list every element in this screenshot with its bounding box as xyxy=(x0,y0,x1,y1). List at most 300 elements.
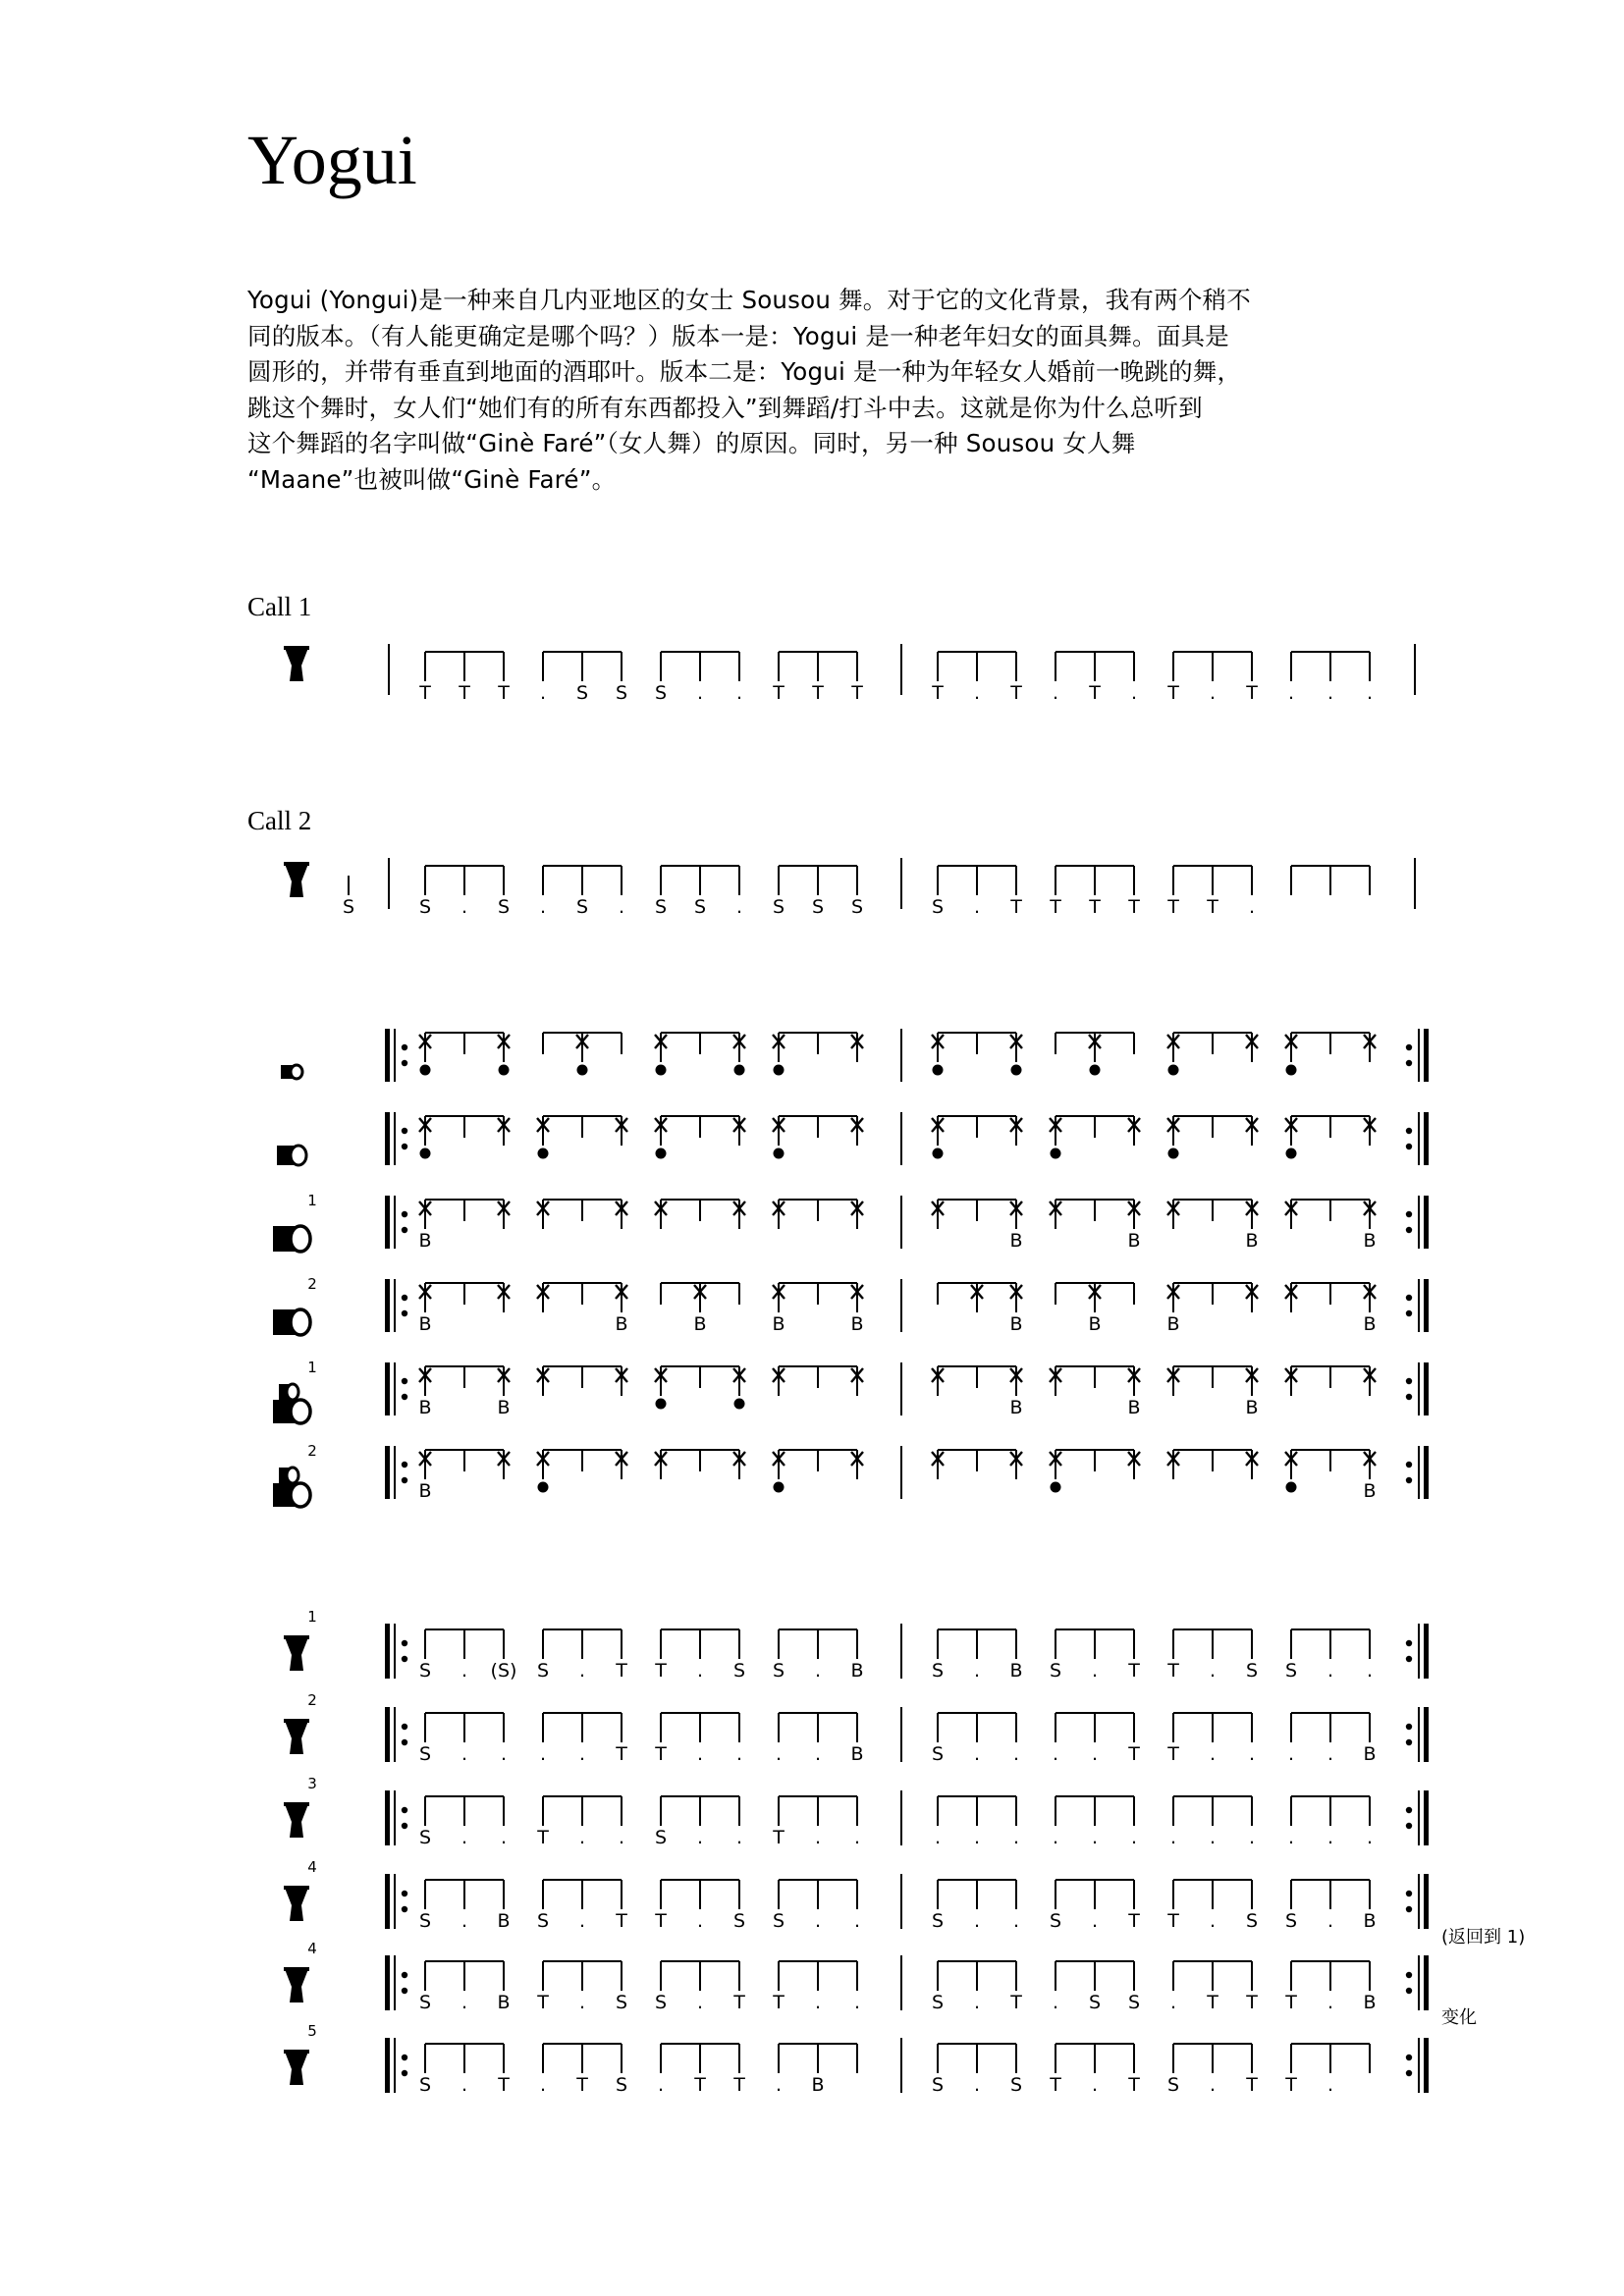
closed-stroke xyxy=(1090,1065,1101,1076)
stroke-symbol: . xyxy=(814,1910,822,1932)
stroke-symbol: . xyxy=(696,682,704,704)
repeat-start xyxy=(385,1624,407,1679)
part-number: 2 xyxy=(307,1275,317,1293)
stroke-symbol: . xyxy=(539,2074,547,2096)
stroke-symbol: B xyxy=(418,1397,432,1418)
stroke-symbol: . xyxy=(1326,2074,1334,2096)
repeat-end xyxy=(1406,1362,1429,1415)
stroke-symbol: T xyxy=(1167,896,1179,918)
stroke-symbol: B xyxy=(1166,1313,1180,1335)
closed-stroke xyxy=(1168,1065,1179,1076)
stroke-symbol: B xyxy=(497,1910,511,1932)
stroke-symbol: T xyxy=(576,2074,588,2096)
stroke-symbol: . xyxy=(1209,1660,1217,1682)
stroke-symbol: . xyxy=(775,2074,783,2096)
intro-line: “Maane”也被叫做“Ginè Faré”。 xyxy=(247,464,617,494)
stroke-symbol: . xyxy=(1209,1827,1217,1848)
stroke-symbol: T xyxy=(1010,896,1022,918)
stroke-symbol: . xyxy=(775,1743,783,1765)
page-title: Yogui xyxy=(247,121,417,199)
stroke-symbol: . xyxy=(578,1743,586,1765)
stroke-symbol: T xyxy=(1010,1992,1022,2013)
stroke-symbol: . xyxy=(460,1992,468,2013)
stroke-symbol: . xyxy=(1012,1743,1020,1765)
closed-stroke xyxy=(1168,1148,1179,1159)
stroke-symbol: T xyxy=(419,682,431,704)
stroke-symbol: . xyxy=(1169,1992,1177,2013)
repeat-end xyxy=(1406,1955,1429,2010)
stroke-symbol: S xyxy=(654,896,668,918)
stroke-symbol: T xyxy=(498,682,510,704)
repeat-end xyxy=(1406,2038,1429,2093)
repeat-start xyxy=(385,1029,407,1082)
djembe-part-row xyxy=(284,1775,1429,1848)
stroke-symbol: S xyxy=(615,682,628,704)
dundun-row-sangban xyxy=(277,1112,1429,1165)
stroke-symbol: B xyxy=(1363,1910,1377,1932)
call-1-label: Call 1 xyxy=(247,592,312,621)
closed-stroke xyxy=(420,1148,431,1159)
stroke-symbol: . xyxy=(1326,1743,1334,1765)
stroke-symbol: S xyxy=(1166,2074,1180,2096)
stroke-symbol: . xyxy=(618,1827,625,1848)
stroke-symbol: . xyxy=(578,1827,586,1848)
djembe-part-row xyxy=(284,1691,1429,1765)
stroke-symbol: B xyxy=(1009,1660,1023,1682)
stroke-symbol: . xyxy=(973,1992,981,2013)
stroke-symbol: . xyxy=(973,1827,981,1848)
call-1-row xyxy=(284,644,1415,704)
stroke-symbol: B xyxy=(1127,1397,1141,1418)
closed-stroke xyxy=(656,1399,667,1410)
closed-stroke xyxy=(774,1482,785,1493)
stroke-symbol: B xyxy=(1127,1230,1141,1252)
stroke-symbol: . xyxy=(539,682,547,704)
stroke-symbol: . xyxy=(460,1827,468,1848)
stroke-symbol: S xyxy=(418,1992,432,2013)
repeat-start xyxy=(385,1196,407,1249)
stroke-symbol: . xyxy=(696,1910,704,1932)
stroke-symbol: S xyxy=(342,896,355,918)
djembe-icon xyxy=(284,862,309,897)
closed-stroke xyxy=(734,1399,745,1410)
stroke-symbol: B xyxy=(1009,1230,1023,1252)
dundun-row-triple-dundun-1 xyxy=(273,1359,1429,1423)
closed-stroke xyxy=(538,1148,549,1159)
stroke-symbol: . xyxy=(1287,1827,1295,1848)
stroke-symbol: T xyxy=(1050,2074,1061,2096)
stroke-symbol: . xyxy=(735,896,743,918)
call-2-row xyxy=(284,858,1415,918)
stroke-symbol: S xyxy=(1049,1910,1062,1932)
stroke-symbol: . xyxy=(1209,2074,1217,2096)
intro-line: 同的版本。（有人能更确定是哪个吗？）版本一是：Yogui 是一种老年妇女的面具舞。面具是 xyxy=(247,321,1229,350)
stroke-symbol: S xyxy=(418,1827,432,1848)
stroke-symbol: T xyxy=(932,682,944,704)
stroke-symbol: S xyxy=(615,1992,628,2013)
stroke-symbol: T xyxy=(812,682,824,704)
repeat-end xyxy=(1406,1112,1429,1165)
stroke-symbol: . xyxy=(1012,1910,1020,1932)
closed-stroke xyxy=(933,1065,944,1076)
stroke-symbol: B xyxy=(850,1743,864,1765)
stroke-symbol: S xyxy=(1009,2074,1023,2096)
djembe-part-row xyxy=(284,1940,1429,2013)
stroke-symbol: . xyxy=(696,1743,704,1765)
stroke-symbol: S xyxy=(1245,1660,1259,1682)
stroke-symbol: . xyxy=(735,682,743,704)
stroke-symbol: . xyxy=(539,896,547,918)
stroke-symbol: B xyxy=(418,1313,432,1335)
stroke-symbol: T xyxy=(1128,2074,1140,2096)
stroke-symbol: B xyxy=(1363,1743,1377,1765)
stroke-symbol: T xyxy=(1167,1743,1179,1765)
stroke-symbol: T xyxy=(1050,896,1061,918)
stroke-symbol: B xyxy=(1009,1313,1023,1335)
closed-stroke xyxy=(538,1482,549,1493)
stroke-symbol: . xyxy=(1130,682,1138,704)
stroke-symbol: . xyxy=(814,1660,822,1682)
stroke-symbol: T xyxy=(1246,1992,1258,2013)
stroke-symbol: . xyxy=(1091,1743,1099,1765)
closed-stroke xyxy=(774,1148,785,1159)
djembe-icon xyxy=(284,1719,309,1754)
closed-stroke xyxy=(656,1148,667,1159)
stroke-symbol: . xyxy=(1052,1827,1059,1848)
stroke-symbol: . xyxy=(1248,1743,1256,1765)
stroke-symbol: S xyxy=(931,1992,945,2013)
stroke-symbol: S xyxy=(732,1660,746,1682)
stroke-symbol: S xyxy=(418,2074,432,2096)
stroke-symbol: S xyxy=(1284,1660,1298,1682)
stroke-symbol: . xyxy=(1248,896,1256,918)
stroke-symbol: B xyxy=(1363,1230,1377,1252)
stroke-symbol: S xyxy=(931,1660,945,1682)
stroke-symbol: S xyxy=(772,896,785,918)
stroke-symbol: . xyxy=(814,1743,822,1765)
stroke-symbol: . xyxy=(539,1743,547,1765)
stroke-symbol: B xyxy=(418,1230,432,1252)
stroke-symbol: T xyxy=(1167,1910,1179,1932)
stroke-symbol: . xyxy=(618,896,625,918)
stroke-symbol: . xyxy=(1326,1910,1334,1932)
stroke-symbol: S xyxy=(418,1743,432,1765)
stroke-symbol: . xyxy=(1130,1827,1138,1848)
closed-stroke xyxy=(734,1065,745,1076)
closed-stroke xyxy=(656,1065,667,1076)
stroke-symbol: B xyxy=(693,1313,707,1335)
stroke-symbol: . xyxy=(1091,1660,1099,1682)
stroke-symbol: S xyxy=(693,896,707,918)
repeat-start xyxy=(385,2038,407,2093)
intro-line: 跳这个舞时，女人们“她们有的所有东西都投入”到舞蹈/打斗中去。这就是你为什么总听到 xyxy=(247,393,1203,422)
stroke-symbol: . xyxy=(1326,1827,1334,1848)
stroke-symbol: S xyxy=(931,896,945,918)
stroke-symbol: . xyxy=(578,1660,586,1682)
sangban-icon xyxy=(277,1146,306,1165)
stroke-symbol: T xyxy=(773,1992,785,2013)
stroke-symbol: . xyxy=(657,2074,665,2096)
stroke-symbol: . xyxy=(853,1827,861,1848)
stroke-symbol: . xyxy=(1209,682,1217,704)
stroke-symbol: S xyxy=(1127,1992,1141,2013)
stroke-symbol: S xyxy=(1049,1660,1062,1682)
stroke-symbol: B xyxy=(418,1480,432,1502)
djembe-icon xyxy=(284,1886,309,1921)
stroke-symbol: . xyxy=(1287,1743,1295,1765)
djembe-part-row xyxy=(284,2022,1429,2096)
stroke-symbol: T xyxy=(537,1992,549,2013)
stroke-symbol: . xyxy=(1169,1827,1177,1848)
stroke-symbol: . xyxy=(1091,2074,1099,2096)
repeat-start xyxy=(385,1279,407,1332)
triple-dundun-icon xyxy=(273,1384,310,1423)
stroke-symbol: T xyxy=(1246,682,1258,704)
repeat-start xyxy=(385,1707,407,1762)
stroke-symbol: S xyxy=(654,1992,668,2013)
stroke-symbol: . xyxy=(578,1910,586,1932)
repeat-start xyxy=(385,1874,407,1929)
stroke-symbol: (S) xyxy=(490,1660,517,1682)
stroke-symbol: T xyxy=(498,2074,510,2096)
stroke-symbol: . xyxy=(1366,1660,1374,1682)
stroke-symbol: B xyxy=(1245,1230,1259,1252)
stroke-symbol: . xyxy=(460,1910,468,1932)
triple-dundun-icon xyxy=(273,1468,310,1507)
part-number: 3 xyxy=(307,1775,317,1792)
kenkeni-icon xyxy=(281,1065,302,1079)
stroke-symbol: B xyxy=(497,1992,511,2013)
stroke-symbol: . xyxy=(973,1660,981,1682)
dundun-row-doundounba-1 xyxy=(273,1192,1429,1252)
stroke-symbol: S xyxy=(418,896,432,918)
repeat-end xyxy=(1406,1790,1429,1845)
stroke-symbol: T xyxy=(773,682,785,704)
stroke-symbol: . xyxy=(735,1827,743,1848)
stroke-symbol: S xyxy=(811,896,825,918)
intro-line: 这个舞蹈的名字叫做“Ginè Faré”（女人舞）的原因。同时，另一种 Sousou 女人舞 xyxy=(247,429,1136,457)
stroke-symbol: . xyxy=(460,1743,468,1765)
stroke-symbol: S xyxy=(850,896,864,918)
dundun-row-kenkeni xyxy=(281,1029,1429,1082)
intro-line: 圆形的，并带有垂直到地面的酒耶叶。版本二是：Yogui 是一种为年轻女人婚前一晚跳的舞， xyxy=(247,357,1242,386)
closed-stroke xyxy=(1286,1148,1297,1159)
stroke-symbol: T xyxy=(616,1660,627,1682)
doundounba-icon xyxy=(273,1226,310,1252)
stroke-symbol: T xyxy=(1285,2074,1297,2096)
stroke-symbol: T xyxy=(459,682,470,704)
repeat-end xyxy=(1406,1624,1429,1679)
part-number: 1 xyxy=(307,1359,317,1376)
djembe-icon xyxy=(284,2050,309,2085)
stroke-symbol: B xyxy=(1009,1397,1023,1418)
stroke-symbol: T xyxy=(1285,1992,1297,2013)
stroke-symbol: . xyxy=(1091,1910,1099,1932)
stroke-symbol: B xyxy=(615,1313,628,1335)
stroke-symbol: . xyxy=(696,1660,704,1682)
stroke-symbol: . xyxy=(1209,1743,1217,1765)
stroke-symbol: . xyxy=(460,896,468,918)
stroke-symbol: . xyxy=(735,1743,743,1765)
stroke-symbol: T xyxy=(694,2074,706,2096)
stroke-symbol: B xyxy=(497,1397,511,1418)
repeat-start xyxy=(385,1112,407,1165)
stroke-symbol: . xyxy=(973,2074,981,2096)
stroke-symbol: . xyxy=(500,1827,508,1848)
closed-stroke xyxy=(774,1065,785,1076)
part-number: 4 xyxy=(307,1940,317,1957)
stroke-symbol: T xyxy=(1207,1992,1218,2013)
stroke-symbol: S xyxy=(536,1660,550,1682)
stroke-symbol: . xyxy=(973,1743,981,1765)
stroke-symbol: . xyxy=(1366,1827,1374,1848)
stroke-symbol: T xyxy=(733,1992,745,2013)
part-number: 1 xyxy=(307,1192,317,1209)
closed-stroke xyxy=(1286,1065,1297,1076)
repeat-start xyxy=(385,1362,407,1415)
stroke-symbol: T xyxy=(773,1827,785,1848)
stroke-symbol: . xyxy=(814,1992,822,2013)
repeat-end xyxy=(1406,1707,1429,1762)
stroke-symbol: . xyxy=(578,1992,586,2013)
djembe-icon xyxy=(284,646,309,681)
part-number: 5 xyxy=(307,2022,317,2040)
stroke-symbol: S xyxy=(654,1827,668,1848)
stroke-symbol: . xyxy=(1326,1992,1334,2013)
stroke-symbol: S xyxy=(654,682,668,704)
closed-stroke xyxy=(499,1065,510,1076)
stroke-symbol: T xyxy=(655,1910,667,1932)
part-number: 2 xyxy=(307,1442,317,1460)
stroke-symbol: B xyxy=(1363,1313,1377,1335)
stroke-symbol: . xyxy=(1052,1992,1059,2013)
repeat-end xyxy=(1406,1874,1429,1929)
stroke-symbol: T xyxy=(1246,2074,1258,2096)
stroke-symbol: T xyxy=(1167,1660,1179,1682)
repeat-start xyxy=(385,1790,407,1845)
repeat-end xyxy=(1406,1279,1429,1332)
closed-stroke xyxy=(933,1148,944,1159)
stroke-symbol: . xyxy=(500,1743,508,1765)
djembe-part-row xyxy=(284,1858,1429,1932)
stroke-symbol: S xyxy=(931,2074,945,2096)
stroke-symbol: S xyxy=(772,1910,785,1932)
stroke-symbol: S xyxy=(536,1910,550,1932)
intro-line: Yogui (Yongui)是一种来自几内亚地区的女士 Sousou 舞。对于它的文化背景，我有两个稍不 xyxy=(247,286,1251,314)
stroke-symbol: T xyxy=(1128,1743,1140,1765)
stroke-symbol: T xyxy=(1089,682,1101,704)
stroke-symbol: . xyxy=(1012,1827,1020,1848)
stroke-symbol: . xyxy=(973,682,981,704)
stroke-symbol: T xyxy=(1207,896,1218,918)
djembe-icon xyxy=(284,1967,309,2002)
stroke-symbol: B xyxy=(850,1660,864,1682)
stroke-symbol: B xyxy=(811,2074,825,2096)
stroke-symbol: . xyxy=(1326,1660,1334,1682)
stroke-symbol: B xyxy=(850,1313,864,1335)
stroke-symbol: . xyxy=(1326,682,1334,704)
closed-stroke xyxy=(1051,1148,1061,1159)
doundounba-icon xyxy=(273,1309,310,1335)
variation-note: 变化 xyxy=(1441,2007,1477,2028)
djembe-icon xyxy=(284,1635,309,1671)
stroke-symbol: S xyxy=(575,682,589,704)
stroke-symbol: T xyxy=(616,1910,627,1932)
stroke-symbol: T xyxy=(655,1743,667,1765)
closed-stroke xyxy=(1051,1482,1061,1493)
stroke-symbol: T xyxy=(733,2074,745,2096)
return-note: (返回到 1) xyxy=(1441,1927,1526,1948)
stroke-symbol: S xyxy=(575,896,589,918)
stroke-symbol: S xyxy=(931,1910,945,1932)
repeat-start xyxy=(385,1955,407,2010)
stroke-symbol: . xyxy=(1052,1743,1059,1765)
stroke-symbol: . xyxy=(696,1992,704,2013)
stroke-symbol: S xyxy=(1245,1910,1259,1932)
stroke-symbol: . xyxy=(1052,682,1059,704)
stroke-symbol: . xyxy=(696,1827,704,1848)
stroke-symbol: B xyxy=(1363,1992,1377,2013)
stroke-symbol: S xyxy=(418,1660,432,1682)
repeat-start xyxy=(385,1446,407,1499)
stroke-symbol: . xyxy=(814,1827,822,1848)
stroke-symbol: T xyxy=(537,1827,549,1848)
stroke-symbol: . xyxy=(1091,1827,1099,1848)
dundun-row-doundounba-2 xyxy=(273,1275,1429,1335)
stroke-symbol: S xyxy=(772,1660,785,1682)
stroke-symbol: T xyxy=(1128,1910,1140,1932)
stroke-symbol: S xyxy=(1284,1910,1298,1932)
stroke-symbol: . xyxy=(934,1827,942,1848)
stroke-symbol: B xyxy=(1245,1397,1259,1418)
part-number: 4 xyxy=(307,1858,317,1876)
stroke-symbol: . xyxy=(1248,1827,1256,1848)
stroke-symbol: S xyxy=(1088,1992,1102,2013)
repeat-end xyxy=(1406,1196,1429,1249)
stroke-symbol: S xyxy=(615,2074,628,2096)
closed-stroke xyxy=(1286,1482,1297,1493)
stroke-symbol: T xyxy=(1167,682,1179,704)
stroke-symbol: . xyxy=(460,1660,468,1682)
call-2-label: Call 2 xyxy=(247,806,312,835)
closed-stroke xyxy=(420,1065,431,1076)
stroke-symbol: . xyxy=(853,1910,861,1932)
part-number: 2 xyxy=(307,1691,317,1709)
stroke-symbol: S xyxy=(732,1910,746,1932)
stroke-symbol: . xyxy=(973,896,981,918)
stroke-symbol: T xyxy=(1010,682,1022,704)
stroke-symbol: T xyxy=(1128,1660,1140,1682)
stroke-symbol: T xyxy=(655,1660,667,1682)
stroke-symbol: . xyxy=(1287,682,1295,704)
part-number: 1 xyxy=(307,1608,317,1626)
stroke-symbol: T xyxy=(1089,896,1101,918)
stroke-symbol: B xyxy=(1363,1480,1377,1502)
closed-stroke xyxy=(1011,1065,1022,1076)
stroke-symbol: T xyxy=(851,682,863,704)
stroke-symbol: S xyxy=(418,1910,432,1932)
stroke-symbol: S xyxy=(497,896,511,918)
stroke-symbol: . xyxy=(1209,1910,1217,1932)
djembe-part-row xyxy=(284,1608,1429,1682)
stroke-symbol: . xyxy=(973,1910,981,1932)
stroke-symbol: B xyxy=(772,1313,785,1335)
stroke-symbol: T xyxy=(1128,896,1140,918)
stroke-symbol: T xyxy=(616,1743,627,1765)
dundun-row-triple-dundun-2 xyxy=(273,1442,1429,1507)
repeat-end xyxy=(1406,1446,1429,1499)
closed-stroke xyxy=(577,1065,588,1076)
